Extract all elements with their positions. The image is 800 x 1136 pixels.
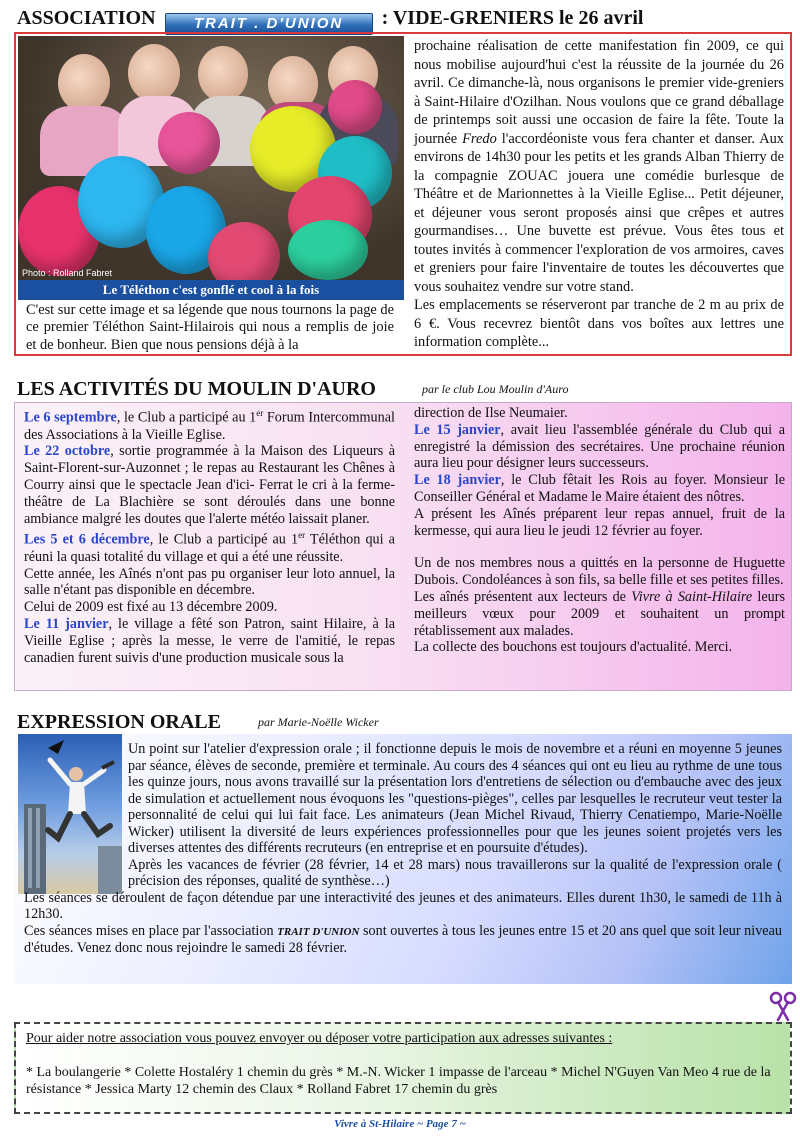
magazine-name: Vivre à Saint-Hilaire xyxy=(631,588,753,605)
activity-text: , sortie programmée à la Maison des Liqueurs à Saint-Florent-sur-Auzonnet ; le repas au Restaurant les Chênes à Courry ainsi que le spectacle Jean d'ici- Ferrat le cri à la ferme-théâtre de La Blachière se sont déroulés dans une bonne ambiance malgré les doutes que l'alerte météo laissait planer. xyxy=(24,443,396,527)
superscript: er xyxy=(256,408,264,418)
pink-balloon xyxy=(158,112,220,174)
donation-addresses: * La boulangerie * Colette Hostaléry 1 chemin du grès * M.-N. Wicker 1 impasse de l'arceau * Michel N'Guyen Van Meo 4 rue de la résistance * Jessica Marty 12 chemin des Claux * Rolland Fabret 17 chemin du grès xyxy=(26,1065,771,1097)
child-face xyxy=(128,44,180,102)
fredo-name: Fredo xyxy=(462,130,497,147)
photo-caption: Le Téléthon c'est gonflé et cool à la fois xyxy=(18,280,404,300)
activity-paragraph: Un de nos membres nous a quittés en la personne de Huguette Dubois. Condoléances à son fils, sa belle fille et ses petites filles. xyxy=(414,555,785,589)
activity-date: Le 22 octobre xyxy=(24,443,111,460)
activity-paragraph: direction de Ilse Neumaier. xyxy=(414,405,568,421)
activity-paragraph: La collecte des bouchons est toujours d'actualité. Merci. xyxy=(414,639,733,656)
expression-paragraph xyxy=(24,923,782,957)
telethon-photo xyxy=(18,36,404,280)
activity-text: , le Club a participé au 1 xyxy=(149,532,299,549)
activity-date: Le 11 janvier xyxy=(24,616,109,633)
moulin-auro-byline: par le club Lou Moulin d'Auro xyxy=(422,382,569,396)
photo-credit: Photo : Rolland Fabret xyxy=(22,268,113,278)
vide-greniers-heading xyxy=(17,6,797,30)
activity-paragraph xyxy=(24,405,395,443)
expression-text: Ces séances mises en place par l'association xyxy=(24,922,278,939)
scissors-icon xyxy=(766,990,800,1024)
activity-date: Les 5 et 6 décembre xyxy=(24,532,150,549)
activity-paragraph xyxy=(414,589,785,639)
child-face xyxy=(58,54,110,112)
donation-heading: Pour aider notre association vous pouvez envoyer ou déposer votre participation aux adresses suivantes : xyxy=(26,1031,613,1046)
expression-orale-text xyxy=(24,741,782,957)
activity-paragraph: Cette année, les Aînés n'ont pas pu organiser leur loto annuel, la salle n'étant pas disponible en décembre. xyxy=(24,565,395,599)
superscript: er xyxy=(298,530,306,541)
activity-paragraph: A présent les Aînés préparent leur repas annuel, fruit de la kermesse, qui aura lieu le jeudi 12 février au foyer. xyxy=(414,505,785,539)
activity-paragraph: Celui de 2009 est fixé au 13 décembre 2009. xyxy=(24,599,278,616)
article-text: l'accordéoniste vous fera chanter et danser. Aux environs de 14h30 pour les petits et les grands Alban Thierry de la compagnie ZOUAC jouera une comédie burlesque de Théâtre et de Marionnettes à la Vieille Eglise... Petit déjeuner, et déjeuner vous seront proposés ainsi que crêpes et autres gourmandises… Une buvette est prévue. Vous êtes tous et toutes invités à commencer l'exploration de vos armoires, caves et greniers pour faire l'inventaire de toutes les découvertes que vous souhaitez vendre sur votre stand. xyxy=(414,130,784,295)
activity-text: leurs meilleurs vœux pour 2009 et souhaitent un prompt rétablissement aux malades. xyxy=(414,588,785,639)
activity-paragraph xyxy=(24,527,395,565)
activity-paragraph xyxy=(24,443,395,527)
moulin-auro-left-column xyxy=(24,405,395,666)
expression-paragraph: Un point sur l'atelier d'expression orale ; il fonctionne depuis le mois de novembre et a réuni en moyenne 5 jeunes par séance, élèves de seconde, première et terminale. Au cours des 4 séances qui ont eu lieu au rythme de une tous les quinze jours, nous avons travaillé sur la présentation lors d'entretiens de sélection ou d'embauche avec des jeux de simulation et actuellement nous évoquons les "questions-pièges", celles par lesquelles le recruteur veut tester la personnalité de celui qui lui fait face. Les animateurs (Jean Michel Rivaud, Thierry Cenatiempo, Marie-Noëlle Wicker) utilisent la diversité de leurs expériences professionnelles pour que les jeunes soient projetés vers les diverses attentes des différents recruteurs (en entreprise et en poursuite d'études). xyxy=(128,741,782,856)
expression-paragraph: Les séances se déroulent de façon détendue par une interactivité des jeunes et des animateurs. Elles durent 1h30, le samedi de 11h à 12h30. xyxy=(24,889,782,922)
article-text: prochaine réalisation de cette manifestation fin 2009, ce qui nous mobilise aujourd'hui c'est la réussite de la journée du 26 avril. Ce dimanche-là, nous organisons le premier vide-greniers à Saint-Hilaire d'Ozilhan. Nous voulons que ce grand déballage de printemps soit aussi une occasion de faire la fête. Toute la journée xyxy=(414,38,784,147)
activity-date: Le 6 septembre xyxy=(24,409,117,426)
expression-text: sont ouvertes à tous les jeunes entre 15 et 20 ans quel que soit leur niveau d'études. Venez donc nous rejoindre le samedi 28 février. xyxy=(24,922,782,956)
article-pricing: Les emplacements se réserveront par tranche de 2 m au prix de 6 €. Vous recevrez bientôt dans vos boîtes aux lettres une information complète... xyxy=(414,297,784,350)
pink-balloon xyxy=(208,222,280,280)
child-face xyxy=(198,46,248,102)
heading-association: ASSOCIATION xyxy=(17,7,156,29)
activity-text: , le village a fêté son Patron, saint Hilaire, à la Vieille Eglise ; après la messe, le verre de l'amitié, le repas canadien furent suivis d'une production musicale sous la xyxy=(24,616,395,666)
activity-paragraph xyxy=(414,472,785,506)
moulin-auro-heading: LES ACTIVITÉS DU MOULIN D'AURO xyxy=(17,378,376,400)
green-balloon xyxy=(288,220,368,280)
photo-spacer xyxy=(24,741,128,887)
pink-balloon xyxy=(328,80,382,134)
activity-date: Le 18 janvier xyxy=(414,472,501,489)
page-footer: Vivre à St-Hilaire ~ Page 7 ~ xyxy=(334,1118,466,1130)
expression-paragraph: Après les vacances de février (28 février, 14 et 28 mars) nous travaillerons sur la qualité de l'expression orale ( précision des réponses, qualité de synthèse…) xyxy=(128,856,782,889)
activity-text: , le Club a participé au 1 xyxy=(116,409,257,426)
activity-date: Le 15 janvier xyxy=(414,421,501,438)
expression-orale-byline: par Marie-Noëlle Wicker xyxy=(258,715,379,729)
trait-d-union-logo: TRAIT . D'UNION xyxy=(165,13,373,35)
paragraph-gap xyxy=(414,539,785,555)
trait-d-union-name: TRAIT D'UNION xyxy=(277,925,360,938)
activity-text: , le Club fêtait les Rois au foyer. Monsieur le Conseiller Général et Madame le Maire étaient des nôtres. xyxy=(414,472,785,505)
expression-orale-heading: EXPRESSION ORALE xyxy=(17,711,221,733)
activity-text: Téléthon qui a réuni la quasi totalité du village et qui a été une réussite. xyxy=(24,532,395,565)
activity-text: Les aînés présentent aux lecteurs de xyxy=(414,588,632,605)
activity-text: , avait lieu l'assemblée générale du Club qui a enregistré la démission des secrétaires. Une prochaine réunion aura lieu pour désigner leurs successeurs. xyxy=(414,421,785,472)
telethon-intro-text: C'est sur cette image et sa légende que nous tournons la page de ce premier Téléthon Saint-Hilairois qui nous a remplis de joie et de bonheur. Bien que nous pensions déjà à la xyxy=(26,302,394,353)
activity-paragraph xyxy=(24,616,395,666)
activity-text: Forum Intercommunal des Associations à la Vieille Eglise. xyxy=(24,409,395,443)
vide-greniers-article xyxy=(414,37,784,352)
activity-paragraph xyxy=(414,422,785,472)
moulin-auro-right-column xyxy=(414,405,785,656)
heading-vide-greniers: : VIDE-GRENIERS le 26 avril xyxy=(381,7,644,29)
